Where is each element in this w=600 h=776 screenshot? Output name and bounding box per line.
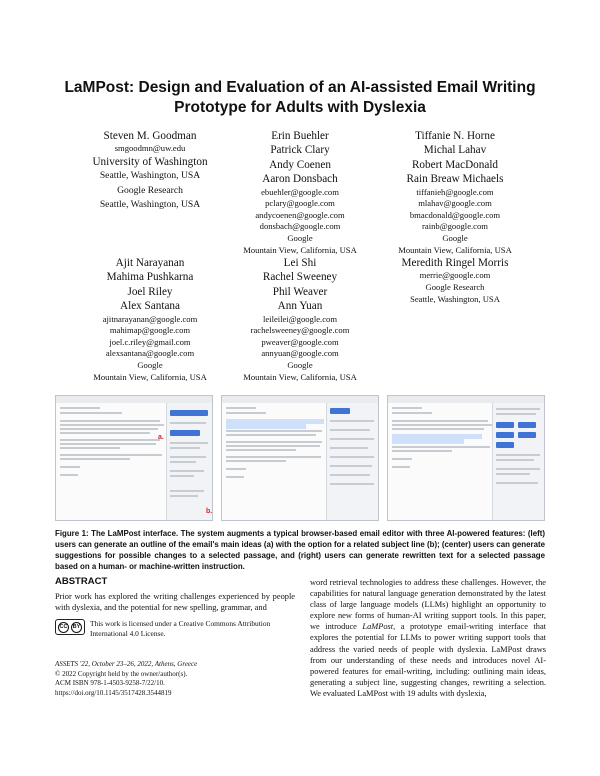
abstract-heading: ABSTRACT xyxy=(55,576,108,587)
author-name: Erin Buehler xyxy=(271,130,329,142)
screenshot-suggestions xyxy=(221,395,379,521)
author-email: mahimap@google.com xyxy=(109,325,191,336)
publication-metadata xyxy=(55,660,295,698)
author-name: Steven M. Goodman xyxy=(103,130,197,142)
doi-link[interactable]: https://doi.org/10.1145/3517428.3544819 xyxy=(55,688,172,697)
author-name: Aaron Donsbach xyxy=(262,173,338,186)
author-location: Mountain View, California, USA xyxy=(243,244,357,255)
author-block-5 xyxy=(215,256,385,383)
author-email: ajitnarayanan@google.com xyxy=(102,313,198,324)
author-location: Mountain View, California, USA xyxy=(243,371,357,382)
abstract-text-right-1: word retrieval technologies to address these challenges. However, the capabilities for natural language generation demonstrated by the latest class of large language models (LLMs) highlight an opportunity to explore new forms of human-AI writing support tools. In this paper, we introduce xyxy=(310,578,546,632)
author-affiliation: Google xyxy=(137,360,163,370)
author-name: Ann Yuan xyxy=(277,300,323,313)
author-block-2 xyxy=(215,129,385,256)
author-email: smgoodmn@uw.edu xyxy=(114,143,186,154)
author-email: mlahav@google.com xyxy=(418,198,492,209)
author-affiliation: Google xyxy=(287,233,313,243)
author-email: bmacdonald@google.com xyxy=(409,209,501,220)
attribution-icon: BY xyxy=(71,622,82,633)
author-email: rachelsweeney@google.com xyxy=(250,325,350,336)
author-name: Lei Shi xyxy=(283,257,317,269)
author-name: Tiffanie N. Horne xyxy=(415,130,495,142)
author-block-4 xyxy=(65,256,235,383)
author-location: Seattle, Washington, USA xyxy=(99,170,201,182)
author-name: Alex Santana xyxy=(120,300,180,313)
system-name: LaMPost xyxy=(362,622,394,632)
author-block-3 xyxy=(370,129,540,256)
author-name: Rachel Sweeney xyxy=(262,271,338,284)
author-email: alexsantana@google.com xyxy=(105,348,195,359)
figure-label-b: b. xyxy=(206,508,213,515)
author-name: Ajit Narayanan xyxy=(115,257,185,269)
author-email: annyuan@google.com xyxy=(261,348,339,359)
cc-by-badge xyxy=(55,619,85,635)
author-location: Mountain View, California, USA xyxy=(93,371,207,382)
author-email: rainb@google.com xyxy=(422,221,488,232)
abstract-text-left: Prior work has explored the writing challenges experienced by people with dyslexia, and the potential for new spelling, grammar, and xyxy=(55,592,295,613)
screenshot-outline xyxy=(55,395,213,521)
author-email: donsbach@google.com xyxy=(259,221,341,232)
author-block-1 xyxy=(65,129,235,213)
author-name: Meredith Ringel Morris xyxy=(401,257,509,269)
author-name: Mahima Pushkarna xyxy=(106,271,194,284)
author-name: Joel Riley xyxy=(127,285,173,298)
author-affiliation: University of Washington xyxy=(92,156,208,168)
author-email: pweaver@google.com xyxy=(261,336,339,347)
author-affiliation: Google Research xyxy=(425,282,485,292)
author-email: leileilei@google.com xyxy=(262,313,338,324)
author-email: ebuehler@google.com xyxy=(261,186,339,197)
screenshot-rewrite xyxy=(387,395,545,521)
venue: ASSETS '22, October 23–26, 2022, Athens, Greece xyxy=(55,660,198,668)
author-location-2: Seattle, Washington, USA xyxy=(99,199,201,211)
author-name: Michal Lahav xyxy=(423,144,487,157)
author-email: pclary@google.com xyxy=(265,198,335,209)
paper-title: LaMPost: Design and Evaluation of an AI-assisted Email Writing Prototype for Adults with Dyslexia xyxy=(64,79,536,116)
author-affiliation: Google xyxy=(442,233,468,243)
copyright: © 2022 Copyright held by the owner/author(s). xyxy=(55,669,188,678)
author-name: Patrick Clary xyxy=(270,144,330,157)
author-name: Robert MacDonald xyxy=(411,158,499,171)
isbn: ACM ISBN 978-1-4503-9258-7/22/10. xyxy=(55,679,165,687)
author-affiliation-2: Google Research xyxy=(117,184,183,196)
author-affiliation: Google xyxy=(287,360,313,370)
figure-lampost-interface xyxy=(55,395,545,523)
author-name: Phil Weaver xyxy=(272,285,328,298)
figure-caption: Figure 1: The LaMPost interface. The system augments a typical browser-based email editor with three AI-powered features: (left) users can generate an outline of the email's main ideas (a) with the option for a related subject line (b); (center) users can generate suggestions for possible changes to a selected passage, and (right) users can generate rewritten text for a selected passage based on a human- or machine-written instruction. xyxy=(55,529,545,571)
creative-commons-icon: CC xyxy=(58,622,69,633)
abstract-text-right-2: , a prototype email-writing interface that explores the potential for LLMs to power writing support tools that address the varied needs of people with dyslexia. LaMPost draws from our understanding of these needs and introduces novel AI-powered features for email-writing, including: outlining main ideas, generating a subject line, suggesting changes, rewriting a selection. We evaluated LaMPost with 19 adults with dyslexia, xyxy=(310,622,546,698)
author-email: merrie@google.com xyxy=(419,270,491,281)
author-email: andycoenen@google.com xyxy=(255,209,345,220)
abstract-text-right xyxy=(310,577,546,699)
license-text: This work is licensed under a Creative Commons Attribution International 4.0 License. xyxy=(90,619,271,638)
author-name: Rain Breaw Michaels xyxy=(406,173,504,186)
author-location: Mountain View, California, USA xyxy=(398,244,512,255)
figure-label-a: a. xyxy=(158,434,164,441)
author-email: tiffanieh@google.com xyxy=(416,186,494,197)
author-location: Seattle, Washington, USA xyxy=(410,293,500,304)
author-name: Andy Coenen xyxy=(269,158,331,171)
author-block-6 xyxy=(370,256,540,305)
author-email: joel.c.riley@gmail.com xyxy=(109,336,191,347)
